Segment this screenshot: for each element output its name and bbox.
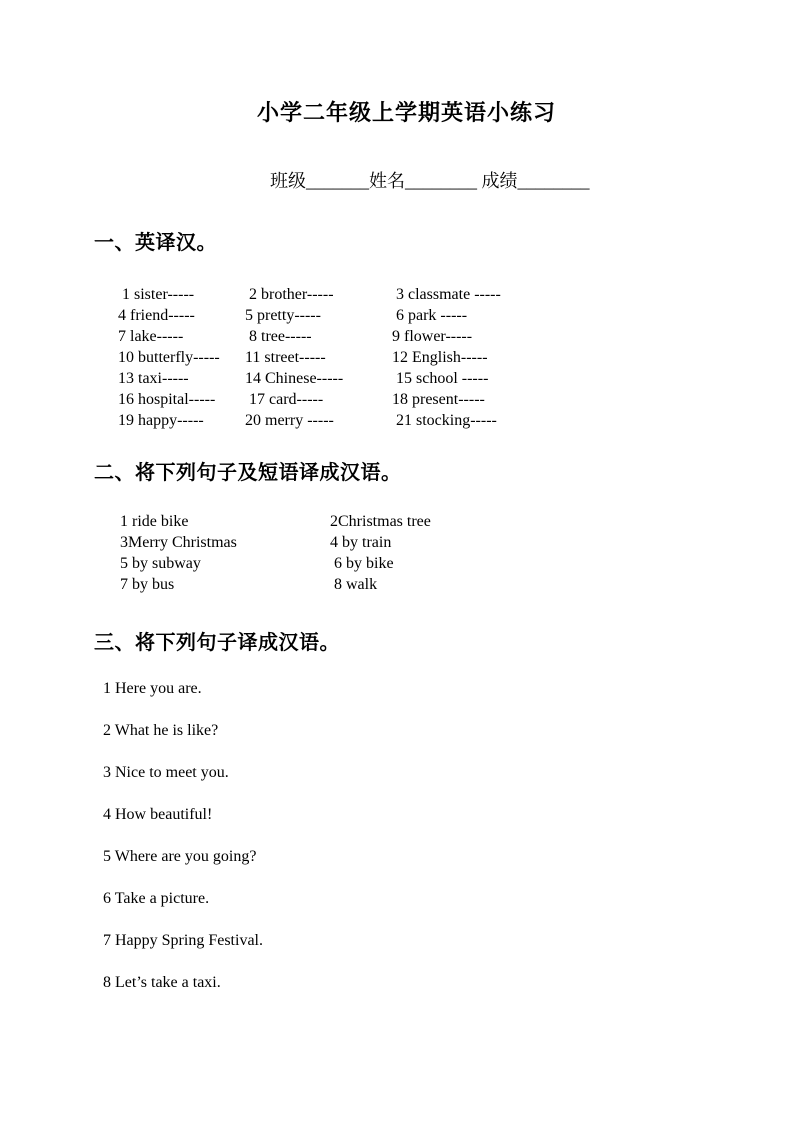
sentence: 1 Here you are. [103, 680, 202, 697]
sentence: 2 What he is like? [103, 722, 219, 739]
phrase-row [120, 553, 431, 574]
vocab-item: 20 merry ----- [245, 412, 334, 429]
vocab-item: 10 butterfly----- [118, 349, 220, 366]
vocab-item: 15 school ----- [392, 370, 489, 387]
vocab-row [118, 410, 501, 431]
vocab-item: 21 stocking----- [392, 412, 497, 429]
sentence: 8 Let’s take a taxi. [103, 974, 221, 991]
vocab-item: 17 card----- [245, 391, 324, 408]
phrase-item: 5 by subway [120, 555, 201, 572]
vocab-item: 8 tree----- [245, 328, 312, 345]
phrase-row [120, 574, 431, 595]
phrase-list [120, 511, 431, 595]
sentence-list [103, 668, 263, 1004]
vocab-list [118, 284, 501, 431]
vocab-item: 13 taxi----- [118, 370, 189, 387]
phrase-row [120, 511, 431, 532]
phrase-item: 1 ride bike [120, 513, 189, 530]
section1-heading: 一、英译汉。 [94, 232, 217, 254]
phrase-item: 7 by bus [120, 576, 175, 593]
section2-heading: 二、将下列句子及短语译成汉语。 [94, 462, 402, 484]
phrase-item: 6 by bike [330, 555, 394, 572]
section3-heading: 三、将下列句子译成汉语。 [94, 632, 340, 654]
sentence: 7 Happy Spring Festival. [103, 932, 263, 949]
student-info-line: 班级_______姓名________ 成绩________ [270, 171, 590, 191]
phrase-item: 3Merry Christmas [120, 534, 237, 551]
vocab-item: 1 sister----- [118, 286, 195, 303]
vocab-item: 7 lake----- [118, 328, 184, 345]
sentence: 3 Nice to meet you. [103, 764, 229, 781]
vocab-item: 18 present----- [392, 391, 485, 408]
vocab-item: 2 brother----- [245, 286, 334, 303]
vocab-item: 5 pretty----- [245, 307, 321, 324]
phrase-item: 2Christmas tree [330, 513, 431, 530]
vocab-item: 11 street----- [245, 349, 326, 366]
phrase-item: 8 walk [330, 576, 378, 593]
vocab-row [118, 305, 501, 326]
vocab-item: 6 park ----- [392, 307, 468, 324]
vocab-row [118, 284, 501, 305]
page-title: 小学二年级上学期英语小练习 [256, 100, 556, 125]
sentence: 6 Take a picture. [103, 890, 210, 907]
vocab-item: 14 Chinese----- [245, 370, 344, 387]
phrase-row [120, 532, 431, 553]
vocab-item: 4 friend----- [118, 307, 195, 324]
phrase-item: 4 by train [330, 534, 392, 551]
vocab-item: 16 hospital----- [118, 391, 216, 408]
vocab-row [118, 326, 501, 347]
sentence: 5 Where are you going? [103, 848, 257, 865]
vocab-row [118, 347, 501, 368]
vocab-row [118, 389, 501, 410]
vocab-item: 12 English----- [392, 349, 488, 366]
sentence: 4 How beautiful! [103, 806, 213, 823]
vocab-item: 3 classmate ----- [392, 286, 501, 303]
vocab-item: 19 happy----- [118, 412, 204, 429]
vocab-item: 9 flower----- [392, 328, 473, 345]
vocab-row [118, 368, 501, 389]
